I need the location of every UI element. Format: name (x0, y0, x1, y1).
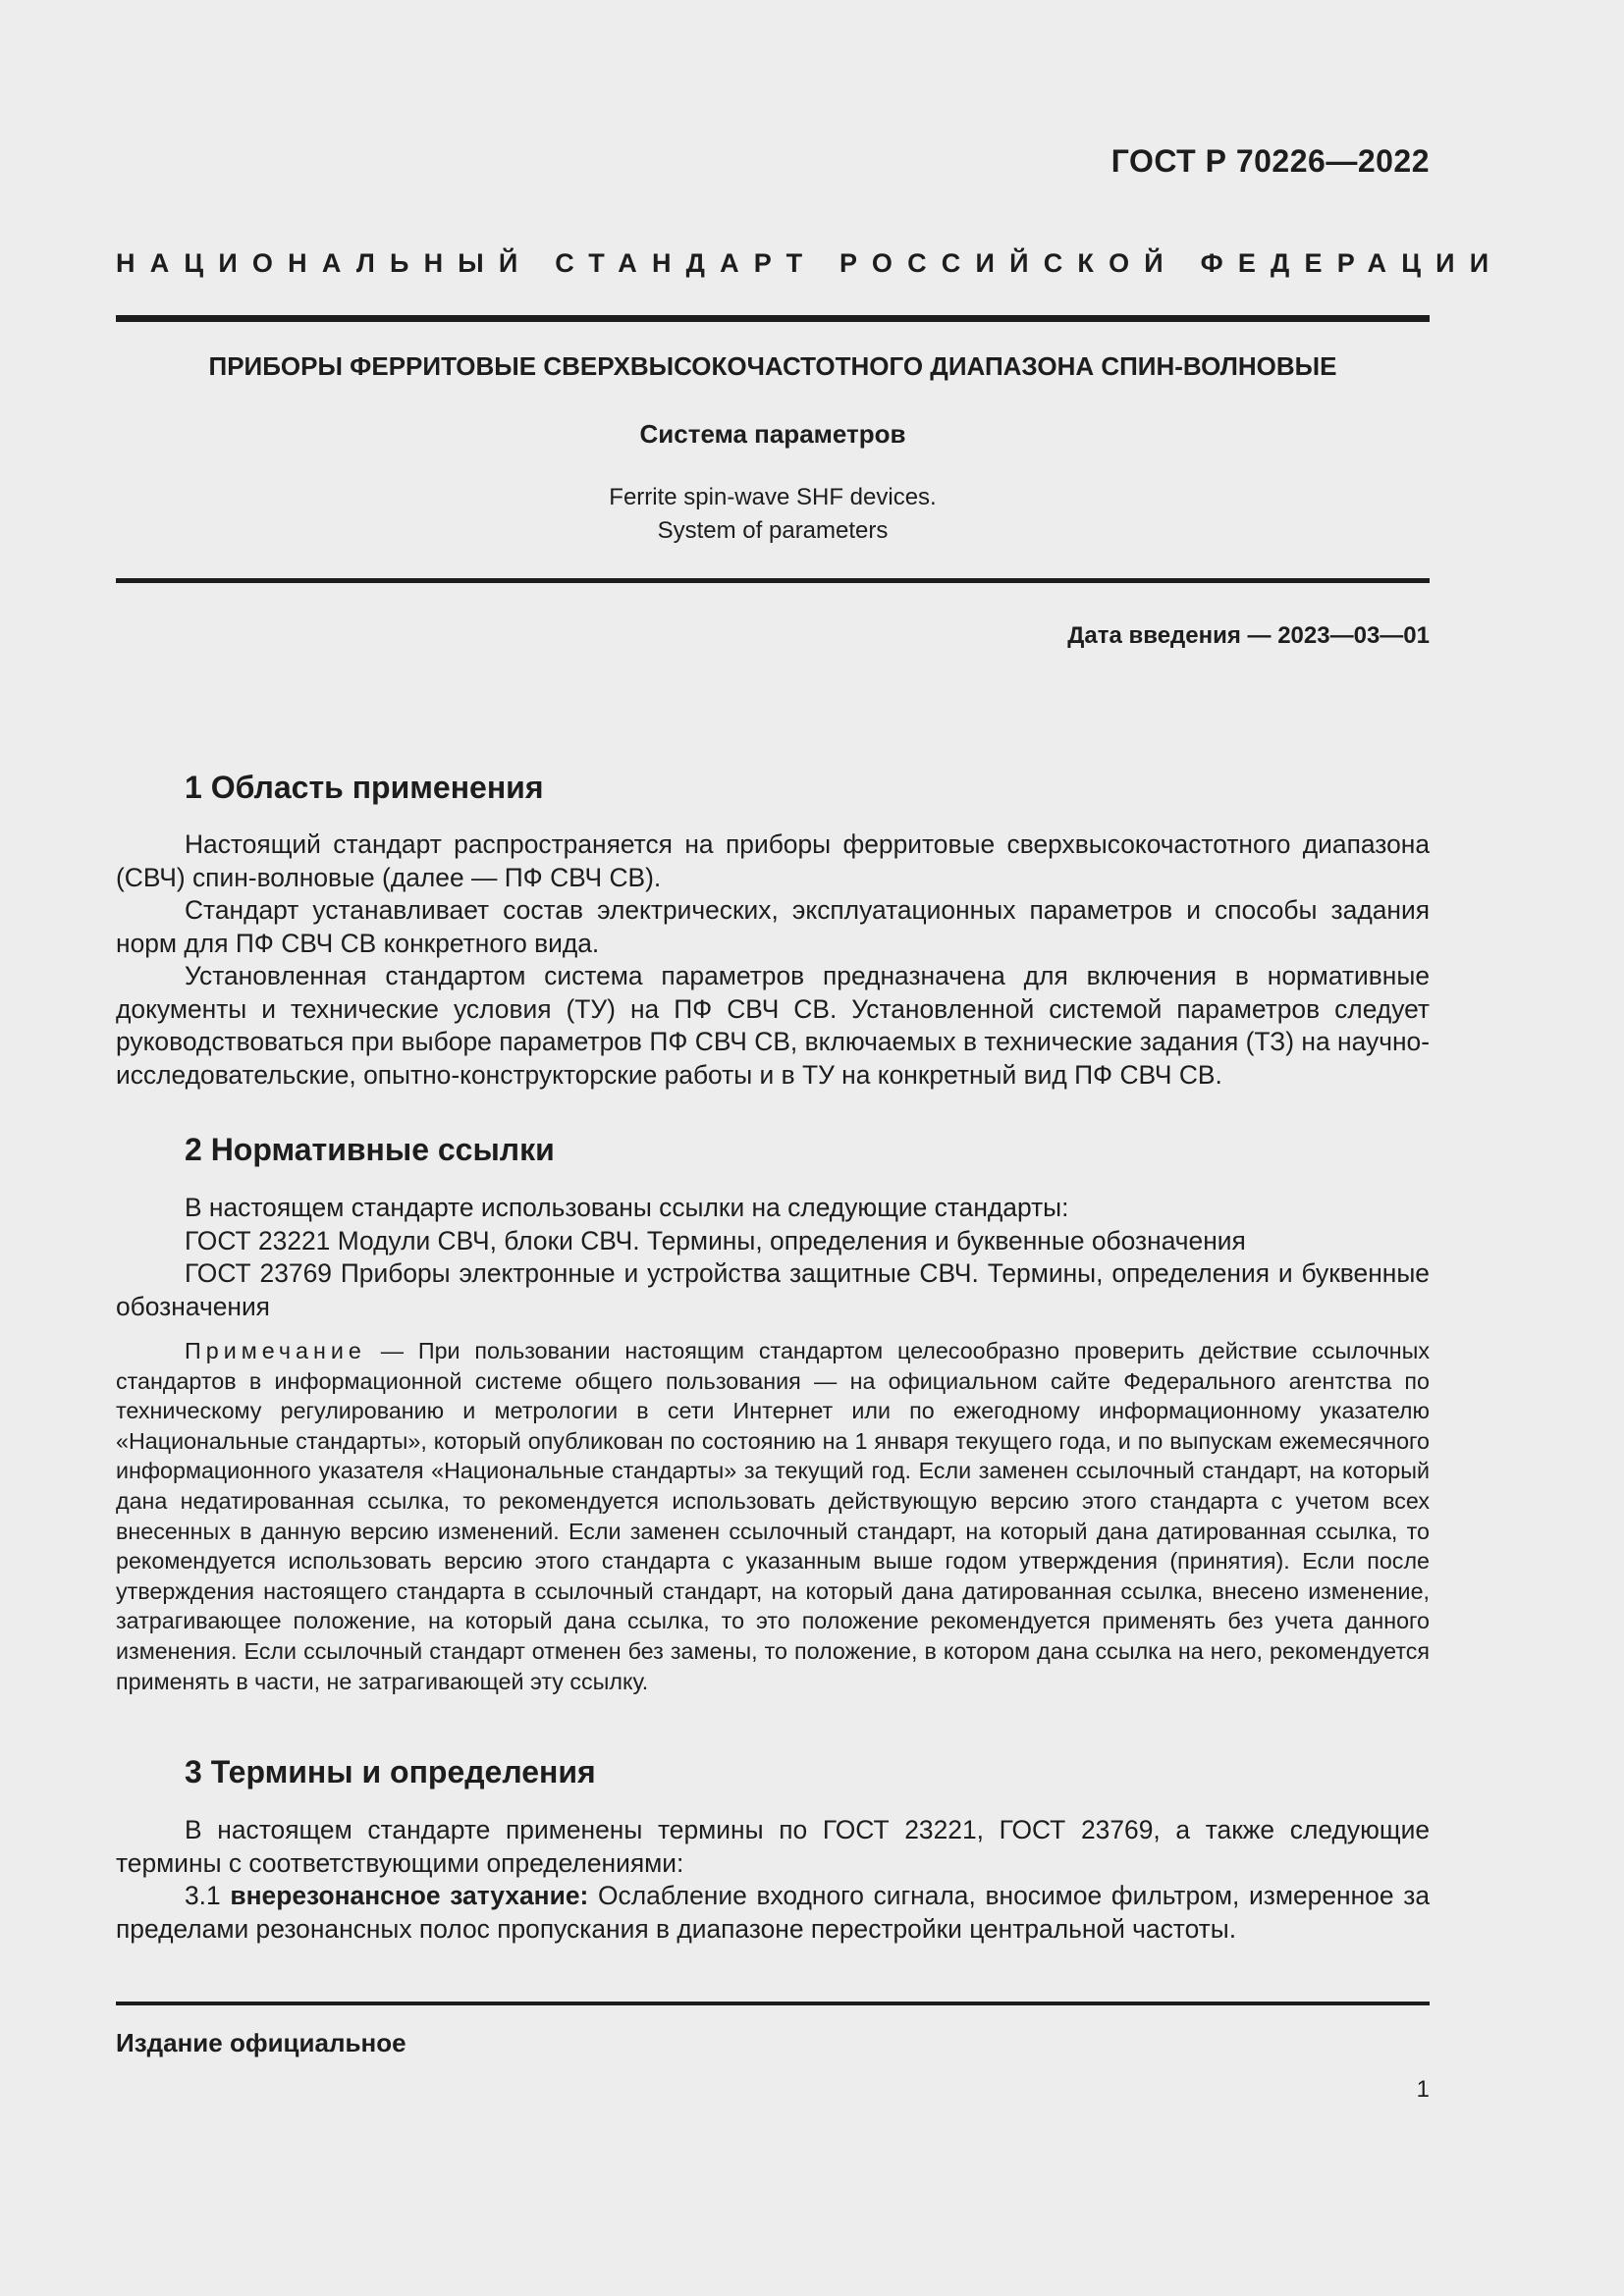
section-2-heading: 2 Нормативные ссылки (185, 1132, 555, 1167)
section-1-body (116, 828, 1430, 1092)
reference-gost-23221: ГОСТ 23221 Модули СВЧ, блоки СВЧ. Термины, определения и буквенные обозначения (185, 1225, 1246, 1255)
term-name: внерезонансное затухание: (230, 1881, 589, 1910)
document-title: ПРИБОРЫ ФЕРРИТОВЫЕ СВЕРХВЫСОКОЧАСТОТНОГО ДИАПАЗОНА СПИН-ВОЛНОВЫЕ (208, 351, 1337, 381)
note-paragraph (116, 1336, 1430, 1696)
section-2-body (116, 1192, 1430, 1323)
footer-rule (116, 2002, 1430, 2005)
section-1-paragraph: Установленная стандартом система параметров предназначена для включения в нормативные документы и технические условия (ТУ) на ПФ СВЧ СВ. Установленной системой параметров следует руководствоваться при выборе параметров ПФ СВЧ СВ, включаемых в технические задания (ТЗ) на научно-исследовательские, опытно-конструкторские работы и в ТУ на конкретный вид ПФ СВЧ СВ. (116, 961, 1430, 1090)
page-number: 1 (1416, 2076, 1430, 2103)
section-3-body (116, 1814, 1430, 1946)
english-title-line-1: Ferrite spin-wave SHF devices. (609, 484, 937, 510)
section-3-heading: 3 Термины и определения (185, 1754, 596, 1789)
section-2-paragraph: В настоящем стандарте использованы ссылки на следующие стандарты: (185, 1193, 1069, 1222)
section-1-paragraph: Стандарт устанавливает состав электрических, эксплуатационных параметров и способы задания норм для ПФ СВЧ СВ конкретного вида. (116, 895, 1430, 958)
note-label: Примечание (185, 1338, 366, 1363)
official-edition-label: Издание официальное (116, 2028, 406, 2057)
section-1-heading: 1 Область применения (185, 770, 544, 805)
reference-gost-23769: ГОСТ 23769 Приборы электронные и устройства защитные СВЧ. Термины, определения и буквенные обозначения (116, 1258, 1430, 1321)
note-text: — При пользовании настоящим стандартом целесообразно проверить действие ссылочных стандартов в информационной системе общего пользования — на официальном сайте Федерального агентства по техническому регулированию и метрологии в сети Интернет или по ежегодному информационному указателю «Национальные стандарты», который опубликован по состоянию на 1 января текущего года, и по выпускам ежемесячного информационного указателя «Национальные стандарты» за текущий год. Если заменен ссылочный стандарт, на который дана недатированная ссылка, то рекомендуется использовать действующую версию этого стандарта с учетом всех внесенных в данную версию изменений. Если заменен ссылочный стандарт, на который дана датированная ссылка, то рекомендуется использовать версию этого стандарта с указанным выше годом утверждения (принятия). Если после утверждения настоящего стандарта в ссылочный стандарт, на который дана датированная ссылка, внесено изменение, затрагивающее положение, на который дана ссылка, то это положение рекомендуется применять без учета данного изменения. Если ссылочный стандарт отменен без замены, то положение, в котором дана ссылка на него, рекомендуется применять в части, не затрагивающей эту ссылку. (116, 1338, 1431, 1694)
term-definition: Ослабление входного сигнала, вносимое фильтром, измеренное за пределами резонансных полос пропускания в диапазоне перестройки центральной частоты. (116, 1881, 1430, 1944)
term-number: 3.1 (185, 1881, 221, 1910)
national-standard-banner: НАЦИОНАЛЬНЫЙ СТАНДАРТ РОССИЙСКОЙ ФЕДЕРАЦИИ (116, 248, 1504, 278)
english-title (116, 481, 1430, 548)
english-title-line-2: System of parameters (657, 517, 889, 544)
section-1-paragraph: Настоящий стандарт распространяется на приборы ферритовые сверхвысокочастотного диапазона (СВЧ) спин-волновые (далее — ПФ СВЧ СВ). (116, 829, 1430, 892)
top-rule (116, 315, 1430, 322)
standard-number: ГОСТ Р 70226—2022 (1110, 143, 1430, 179)
document-subtitle: Система параметров (639, 419, 906, 449)
title-bottom-rule (116, 578, 1430, 583)
section-3-intro: В настоящем стандарте применены термины по ГОСТ 23221, ГОСТ 23769, а также следующие термины с соответствующими определениями: (116, 1815, 1430, 1878)
term-3-1 (116, 1880, 1430, 1946)
section-2-note (116, 1336, 1430, 1696)
introduction-date: Дата введения — 2023—03—01 (1067, 622, 1430, 649)
